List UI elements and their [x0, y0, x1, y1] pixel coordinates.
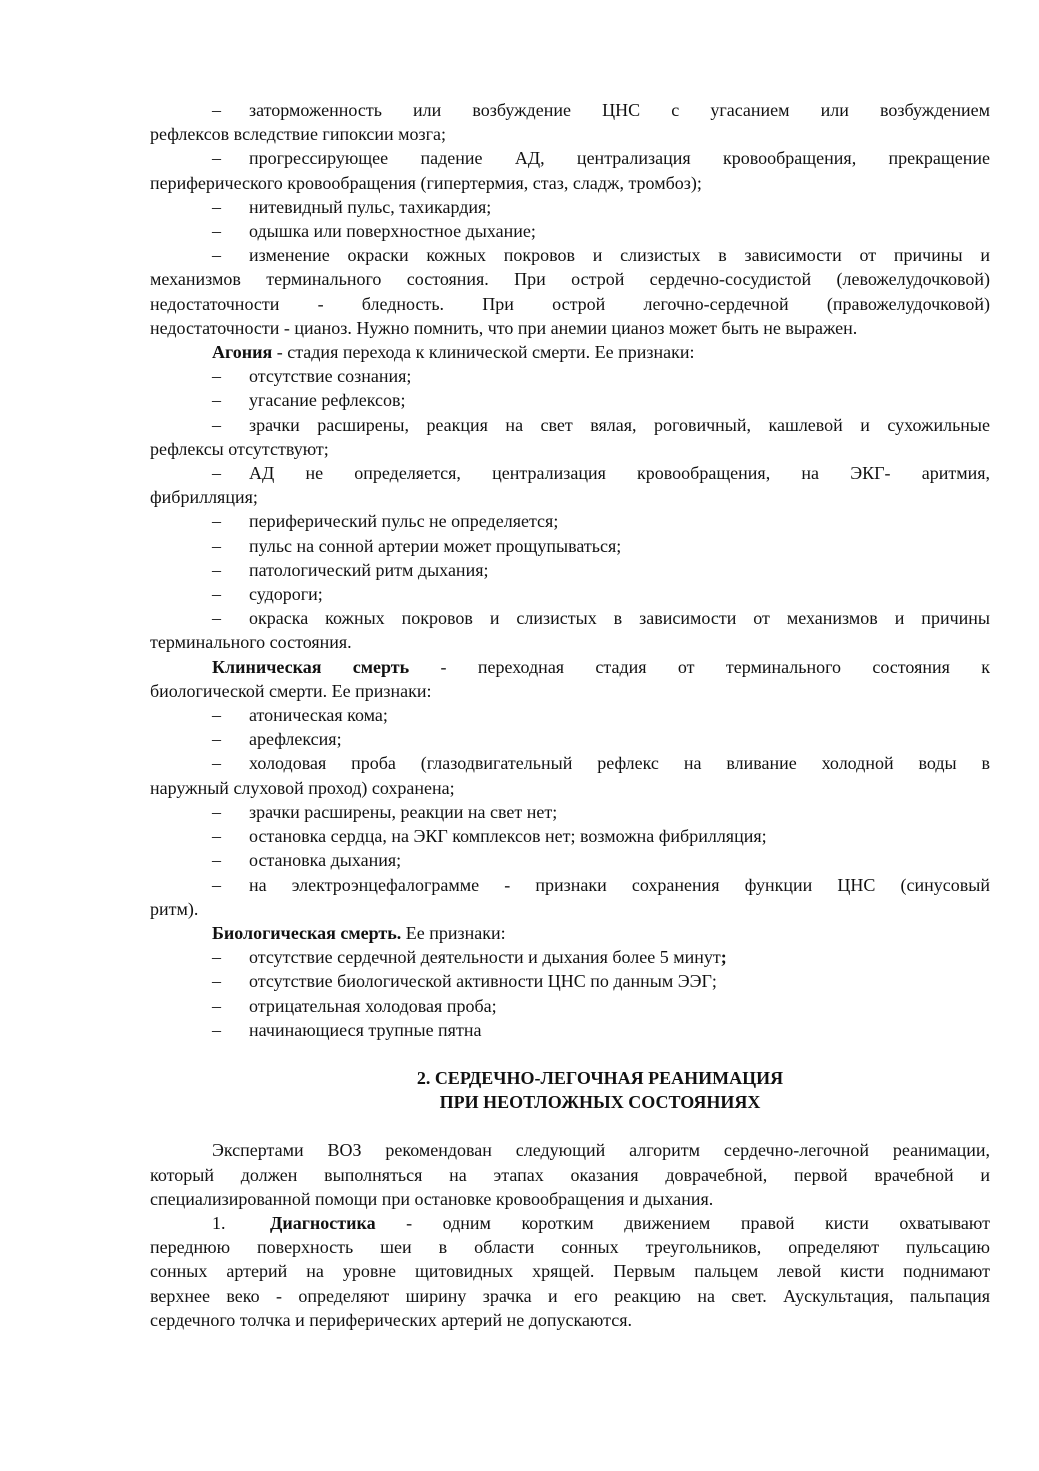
- dash: –: [212, 559, 221, 580]
- list-item-text: одышка или поверхностное дыхание;: [249, 221, 536, 242]
- list-item: [150, 727, 990, 751]
- step-cont: сердечного толчка и периферических артерий не допускаются.: [150, 1309, 633, 1330]
- dash: –: [212, 826, 221, 847]
- list-item-text: остановка сердца, на ЭКГ комплексов нет; возможна фибрилляция;: [249, 826, 767, 847]
- step-text: - одним коротким движением правой кисти охватывают: [375, 1212, 990, 1233]
- dash: –: [212, 463, 221, 484]
- dash: –: [212, 608, 221, 629]
- list-item-cont: механизмов терминального состояния. При острой сердечно-сосудистой (левожелудочковой): [150, 269, 990, 290]
- step-number: 1.: [212, 1212, 226, 1233]
- list-item: [150, 509, 990, 533]
- list-item-cont: наружный слуховой проход) сохранена;: [150, 777, 455, 798]
- list-item: [150, 195, 990, 219]
- list-item: [150, 751, 990, 775]
- list-item-text: отсутствие сознания;: [249, 366, 412, 387]
- dash: –: [212, 414, 221, 435]
- agony-rest: - стадия перехода к клинической смерти. Ее признаки:: [272, 342, 695, 363]
- list-item: [150, 243, 990, 267]
- dash: –: [212, 221, 221, 242]
- list-item-text: АД не определяется, централизация кровообращения, на ЭКГ- аритмия,: [249, 463, 990, 484]
- clinical-intro-cont: биологической смерти. Ее признаки:: [150, 680, 432, 701]
- dash: –: [212, 705, 221, 726]
- biological-intro: [150, 921, 990, 945]
- dash: –: [212, 947, 221, 968]
- list-item-text: нитевидный пульс, тахикардия;: [249, 196, 492, 217]
- list-item-cont: рефлексов вследствие гипоксии мозга;: [150, 124, 447, 145]
- step-cont: сонных артерий на уровне щитовидных хрящей. Первым пальцем левой кисти поднимают: [150, 1261, 990, 1282]
- section-paragraph: Экспертами ВОЗ рекомендован следующий алгоритм сердечно-легочной реанимации,: [212, 1140, 990, 1161]
- list-item-text: атоническая кома;: [249, 705, 388, 726]
- dash: –: [212, 801, 221, 822]
- section-paragraph-cont: который должен выполняться на этапах оказания доврачебной, первой врачебной и: [150, 1164, 990, 1185]
- list-item-text: заторможенность или возбуждение ЦНС с угасанием или возбуждением: [249, 100, 990, 120]
- list-item: [150, 582, 990, 606]
- step-item: [150, 1211, 990, 1235]
- dash: –: [212, 390, 221, 411]
- list-item-cont: фибрилляция;: [150, 487, 258, 508]
- step-cont: переднюю поверхность шеи в области сонных треугольников, определяют пульсацию: [150, 1237, 990, 1258]
- section-paragraph-cont: специализированной помощи при остановке кровообращения и дыхания.: [150, 1188, 714, 1209]
- list-item: [150, 98, 990, 122]
- list-item-text: зрачки расширены, реакции на свет нет;: [249, 801, 558, 822]
- list-item: [150, 219, 990, 243]
- list-item-text: патологический ритм дыхания;: [249, 559, 489, 580]
- dash: –: [212, 971, 221, 992]
- list-item: [150, 364, 990, 388]
- agony-term: Агония: [212, 342, 273, 363]
- list-item: [150, 994, 990, 1018]
- list-item-text: отсутствие сердечной деятельности и дыхания более 5 минут: [249, 947, 721, 968]
- list-item-text: арефлексия;: [249, 729, 342, 750]
- list-item: [150, 848, 990, 872]
- dash: –: [212, 196, 221, 217]
- dash: –: [212, 850, 221, 871]
- step-term: Диагностика: [270, 1212, 376, 1233]
- section-heading-line1: 2. СЕРДЕЧНО-ЛЕГОЧНАЯ РЕАНИМАЦИЯ: [416, 1067, 784, 1088]
- dash: –: [212, 245, 221, 266]
- clinical-intro: [150, 655, 990, 679]
- list-item-text: начинающиеся трупные пятна: [249, 1019, 482, 1040]
- dash: –: [212, 753, 221, 774]
- biological-rest: Ее признаки:: [401, 922, 506, 943]
- dash: –: [212, 584, 221, 605]
- agony-list: [150, 364, 990, 654]
- biological-list: [150, 945, 990, 1042]
- list-item: [150, 873, 990, 897]
- list-item-cont: недостаточности - бледность. При острой легочно-сердечной (правожелудочковой): [150, 293, 990, 314]
- list-item-text: отрицательная холодовая проба;: [249, 995, 497, 1016]
- clinical-list: [150, 703, 990, 921]
- list-item: [150, 606, 990, 630]
- list-item: [150, 945, 990, 969]
- list-item-cont: ритм).: [150, 898, 199, 919]
- list-item-text: угасание рефлексов;: [249, 390, 406, 411]
- list-item-text: прогрессирующее падение АД, централизация кровообращения, прекращение: [249, 148, 990, 169]
- list-item: [150, 413, 990, 437]
- list-item-cont: рефлексы отсутствуют;: [150, 438, 329, 459]
- biological-term: Биологическая смерть.: [212, 922, 402, 943]
- list-item: [150, 461, 990, 485]
- list-item-text: периферический пульс не определяется;: [249, 511, 559, 532]
- list-item-cont: терминального состояния.: [150, 632, 352, 653]
- list-item-cont: периферического кровообращения (гипертермия, стаз, сладж, тромбоз);: [150, 172, 702, 193]
- list-item-text: судороги;: [249, 584, 323, 605]
- list-item-text: остановка дыхания;: [249, 850, 402, 871]
- intro-list: [150, 98, 990, 340]
- dash: –: [212, 535, 221, 556]
- section-heading: [150, 1066, 990, 1114]
- list-item-text: зрачки расширены, реакция на свет вялая, роговичный, кашлевой и сухожильные: [249, 414, 990, 435]
- list-item: [150, 824, 990, 848]
- clinical-rest: - переходная стадия от терминального состояния к: [409, 656, 990, 677]
- list-item: [150, 800, 990, 824]
- dash: –: [212, 1019, 221, 1040]
- list-item-tail: ;: [720, 947, 727, 968]
- list-item: [150, 703, 990, 727]
- document-page: [150, 98, 990, 1332]
- list-item: [150, 146, 990, 170]
- agony-intro: [150, 340, 990, 364]
- step-cont: верхнее веко - определяют ширину зрачка и его реакцию на свет. Аускультация, пальпация: [150, 1285, 990, 1306]
- dash: –: [212, 366, 221, 387]
- dash: –: [212, 100, 221, 120]
- list-item-text: отсутствие биологической активности ЦНС по данным ЭЭГ;: [249, 971, 717, 992]
- list-item-text: окраска кожных покровов и слизистых в зависимости от механизмов и причины: [249, 608, 990, 629]
- clinical-term: Клиническая смерть: [212, 656, 410, 677]
- list-item: [150, 558, 990, 582]
- list-item-cont: недостаточности - цианоз. Нужно помнить, что при анемии цианоз может быть не выражен.: [150, 317, 858, 338]
- list-item: [150, 534, 990, 558]
- list-item-text: холодовая проба (глазодвигательный рефлекс на вливание холодной воды в: [249, 753, 990, 774]
- dash: –: [212, 874, 221, 895]
- list-item-text: изменение окраски кожных покровов и слизистых в зависимости от причины и: [249, 245, 990, 266]
- list-item: [150, 1018, 990, 1042]
- dash: –: [212, 148, 221, 169]
- dash: –: [212, 729, 221, 750]
- list-item-text: пульс на сонной артерии может прощупываться;: [249, 535, 622, 556]
- dash: –: [212, 511, 221, 532]
- list-item-text: на электроэнцефалограмме - признаки сохранения функции ЦНС (синусовый: [249, 874, 990, 895]
- dash: –: [212, 995, 221, 1016]
- section-heading-line2: ПРИ НЕОТЛОЖНЫХ СОСТОЯНИЯХ: [439, 1092, 761, 1113]
- list-item: [150, 388, 990, 412]
- list-item: [150, 969, 990, 993]
